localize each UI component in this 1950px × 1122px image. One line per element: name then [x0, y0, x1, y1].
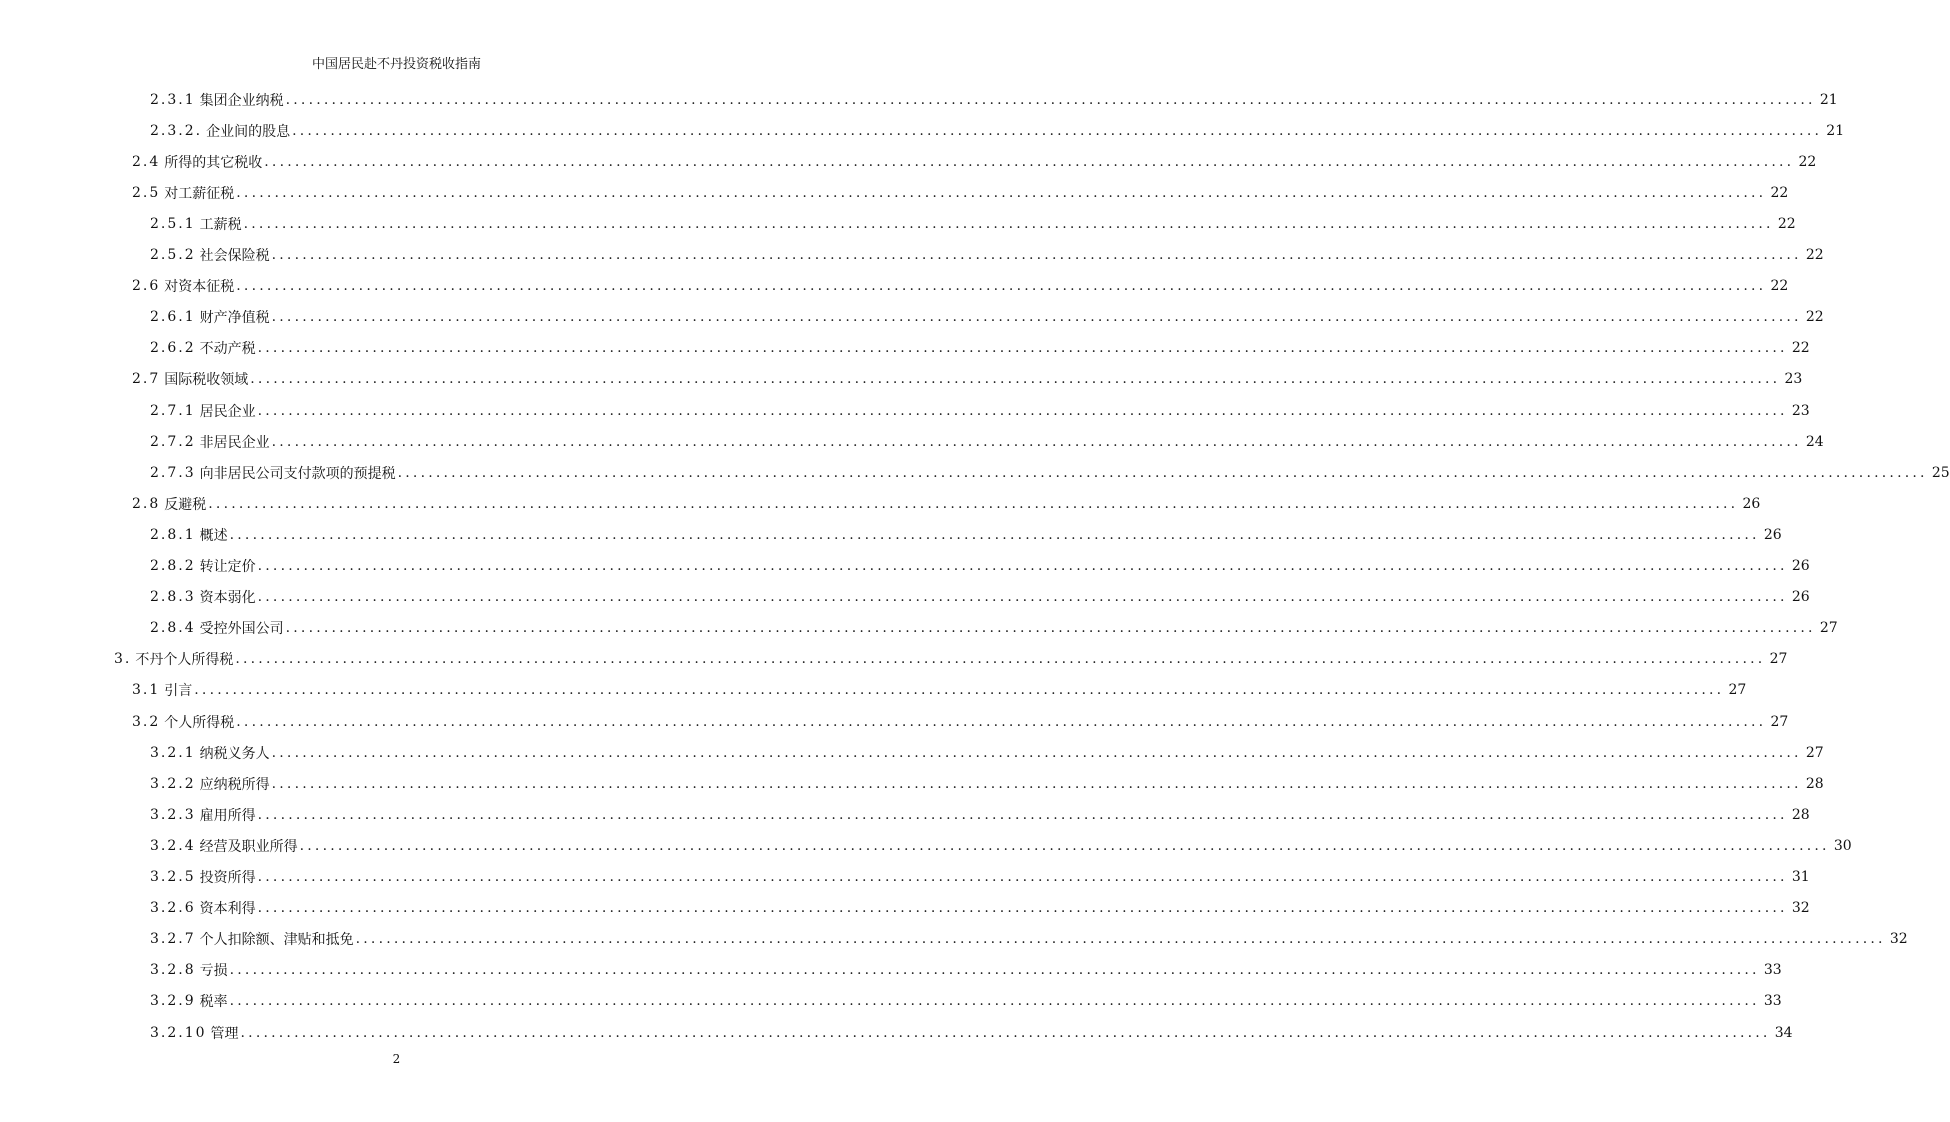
toc-entry-title: 亏损 [199, 963, 228, 980]
toc-entry-number: 2.7.3 [150, 464, 196, 481]
toc-entry-number: 2.6.2 [150, 340, 196, 357]
toc-entry[interactable] [150, 1017, 1793, 1048]
toc-entry[interactable] [150, 333, 1810, 364]
toc-entry-page: 22 [1770, 278, 1789, 295]
toc-entry[interactable] [150, 924, 1908, 955]
toc-dot-leader: ........................................................................................................................................................................................................ [271, 433, 1802, 450]
toc-dot-leader: ........................................................................................................................................................................................................ [194, 682, 1725, 699]
toc-entry[interactable] [150, 115, 1845, 146]
toc-dot-leader: ........................................................................................................................................................................................................ [397, 464, 1928, 481]
toc-entry-title: 转让定价 [199, 559, 256, 575]
toc-entry-number: 2.8.1 [150, 526, 196, 543]
toc-dot-leader: ........................................................................................................................................................................................................ [240, 1024, 1771, 1041]
toc-entry-page: 22 [1791, 340, 1810, 357]
toc-entry-number: 3.2.3 [150, 806, 196, 823]
toc-entry[interactable] [150, 208, 1796, 239]
toc-entry-title: 所得的其它税收 [164, 154, 263, 171]
toc-entry-page: 21 [1819, 91, 1838, 108]
toc-entry[interactable] [150, 551, 1810, 582]
toc-dot-leader: ........................................................................................................................................................................................................ [257, 900, 1788, 917]
toc-dot-leader: ........................................................................................................................................................................................................ [235, 651, 1766, 668]
toc-entry-page: 32 [1889, 931, 1908, 948]
toc-entry-number: 3.2 [132, 713, 161, 730]
toc-entry[interactable] [150, 613, 1838, 644]
toc-dot-leader: ........................................................................................................................................................................................................ [257, 402, 1788, 419]
toc-entry-title: 非居民企业 [199, 434, 270, 451]
toc-dot-leader: ........................................................................................................................................................................................................ [299, 837, 1830, 854]
toc-entry-page: 33 [1763, 993, 1782, 1010]
toc-entry[interactable] [150, 986, 1782, 1017]
toc-entry-title: 对资本征税 [164, 279, 235, 296]
toc-entry-page: 21 [1826, 122, 1845, 139]
toc-entry-page: 27 [1819, 620, 1838, 637]
toc-entry-title: 税率 [199, 994, 228, 1011]
toc-entry-title: 雇用所得 [199, 807, 256, 824]
toc-entry-title: 个人扣除额、津贴和抵免 [199, 932, 354, 949]
toc-entry-page: 27 [1770, 713, 1789, 730]
toc-entry-number: 3.2.6 [150, 900, 196, 917]
toc-entry-number: 2.5.1 [150, 215, 196, 232]
toc-entry-page: 26 [1791, 558, 1810, 574]
toc-entry-title: 个人所得税 [164, 714, 235, 731]
toc-entry-title: 国际税收领域 [164, 372, 249, 389]
toc-dot-leader: ........................................................................................................................................................................................................ [229, 993, 1760, 1010]
toc-entry[interactable] [114, 644, 1788, 675]
toc-entry-title: 资本弱化 [199, 590, 256, 607]
toc-entry[interactable] [150, 240, 1824, 271]
toc-entry-number: 3.1 [132, 682, 161, 699]
toc-entry-number: 2.4 [132, 153, 161, 170]
toc-entry-title: 投资所得 [199, 870, 256, 886]
toc-entry[interactable] [150, 582, 1810, 613]
toc-entry-number: 2.8.2 [150, 558, 196, 574]
toc-entry-title: 概述 [199, 527, 228, 544]
toc-entry-title: 企业间的股息 [206, 123, 291, 140]
toc-entry-page: 22 [1805, 309, 1824, 326]
toc-entry[interactable] [132, 675, 1747, 706]
toc-entry-number: 3.2.5 [150, 869, 196, 885]
toc-entry-title: 经营及职业所得 [199, 838, 298, 855]
toc-entry-title: 管理 [210, 1025, 239, 1042]
toc-entry-page: 30 [1833, 837, 1852, 854]
toc-entry-page: 27 [1805, 744, 1824, 761]
toc-entry[interactable] [132, 488, 1761, 519]
toc-entry[interactable] [132, 146, 1817, 177]
toc-entry[interactable] [150, 893, 1810, 924]
toc-entry-number: 3.2.7 [150, 931, 196, 948]
toc-entry[interactable] [150, 426, 1824, 457]
toc-dot-leader: ........................................................................................................................................................................................................ [264, 153, 1795, 170]
toc-entry-page: 33 [1763, 962, 1782, 979]
toc-dot-leader: ........................................................................................................................................................................................................ [355, 931, 1886, 948]
toc-entry-number: 3. [114, 651, 132, 668]
toc-entry-number: 3.2.10 [150, 1024, 207, 1041]
toc-entry-title: 社会保险税 [199, 248, 270, 264]
toc-dot-leader: ........................................................................................................................................................................................................ [271, 309, 1802, 326]
toc-entry[interactable] [132, 177, 1789, 208]
toc-entry[interactable] [150, 830, 1852, 861]
page-number: 2 [392, 1052, 401, 1066]
toc-entry-page: 22 [1770, 184, 1789, 201]
toc-entry-page: 22 [1805, 247, 1824, 263]
toc-entry-page: 22 [1777, 215, 1796, 232]
toc-entry[interactable] [132, 706, 1789, 737]
toc-entry-page: 31 [1791, 869, 1810, 885]
toc-entry-title: 反避税 [164, 496, 207, 513]
toc-entry-title: 对工薪征税 [164, 185, 235, 202]
toc-entry-page: 26 [1742, 495, 1761, 512]
toc-entry-page: 23 [1784, 371, 1803, 388]
toc-entry[interactable] [150, 395, 1810, 426]
toc-entry-number: 2.8.3 [150, 589, 196, 606]
toc-entry-page: 34 [1774, 1024, 1793, 1041]
toc-entry-number: 3.2.8 [150, 962, 196, 979]
toc-dot-leader: ........................................................................................................................................................................................................ [271, 247, 1802, 263]
toc-entry-title: 应纳税所得 [199, 776, 270, 793]
toc-entry-page: 27 [1769, 651, 1788, 668]
toc-dot-leader: ........................................................................................................................................................................................................ [285, 91, 1816, 108]
toc-dot-leader: ........................................................................................................................................................................................................ [257, 558, 1788, 574]
toc-entry-page: 27 [1728, 682, 1747, 699]
page-header: 中国居民赴不丹投资税收指南 [311, 57, 481, 72]
toc-entry-title: 向非居民公司支付款项的预提税 [199, 465, 396, 482]
toc-entry-title: 引言 [164, 683, 193, 700]
toc-dot-leader: ........................................................................................................................................................................................................ [243, 215, 1774, 232]
toc-entry-number: 2.6.1 [150, 309, 196, 326]
toc-entry[interactable] [150, 84, 1838, 115]
toc-entry-number: 2.7 [132, 371, 161, 388]
toc-entry-number: 2.6 [132, 278, 161, 295]
toc-entry-number: 2.3.1 [150, 91, 196, 108]
toc-dot-leader: ........................................................................................................................................................................................................ [292, 122, 1823, 139]
toc-entry-title: 受控外国公司 [199, 621, 284, 638]
toc-dot-leader: ........................................................................................................................................................................................................ [271, 775, 1802, 792]
toc-entry-page: 28 [1805, 775, 1824, 792]
toc-entry-number: 3.2.2 [150, 775, 196, 792]
toc-entry[interactable] [150, 862, 1810, 893]
toc-dot-leader: ........................................................................................................................................................................................................ [271, 744, 1802, 761]
toc-entry-title: 工薪税 [199, 216, 242, 233]
toc-entry-number: 2.7.1 [150, 402, 196, 419]
toc-dot-leader: ........................................................................................................................................................................................................ [229, 962, 1760, 979]
toc-entry-title: 不丹个人所得税 [135, 652, 234, 669]
toc-entry-page: 26 [1791, 589, 1810, 606]
toc-entry-number: 2.8 [132, 495, 161, 512]
toc-dot-leader: ........................................................................................................................................................................................................ [257, 869, 1788, 885]
toc-entry-number: 3.2.1 [150, 744, 196, 761]
toc-entry[interactable] [150, 457, 1950, 488]
toc-entry-page: 24 [1805, 433, 1824, 450]
toc-dot-leader: ........................................................................................................................................................................................................ [250, 371, 1781, 388]
toc-entry[interactable] [150, 799, 1810, 830]
toc-entry-page: 32 [1791, 900, 1810, 917]
toc-dot-leader: ........................................................................................................................................................................................................ [257, 806, 1788, 823]
toc-dot-leader: ........................................................................................................................................................................................................ [236, 713, 1767, 730]
toc-entry-title: 集团企业纳税 [199, 92, 284, 109]
toc-dot-leader: ........................................................................................................................................................................................................ [257, 589, 1788, 606]
toc-entry-page: 26 [1763, 526, 1782, 543]
toc-entry-number: 2.3.2. [150, 122, 203, 139]
toc-entry[interactable] [132, 271, 1789, 302]
toc-entry[interactable] [150, 768, 1824, 799]
toc-entry-page: 22 [1798, 153, 1817, 170]
toc-entry-number: 3.2.4 [150, 837, 196, 854]
toc-entry[interactable] [150, 519, 1782, 550]
toc-dot-leader: ........................................................................................................................................................................................................ [285, 620, 1816, 637]
toc-entry-number: 2.5.2 [150, 247, 196, 263]
toc-entry-page: 25 [1931, 464, 1950, 481]
toc-dot-leader: ........................................................................................................................................................................................................ [236, 184, 1767, 201]
toc-entry-number: 2.5 [132, 184, 161, 201]
toc-dot-leader: ........................................................................................................................................................................................................ [229, 526, 1760, 543]
toc-entry-title: 不动产税 [199, 341, 256, 358]
toc-entry-page: 23 [1791, 402, 1810, 419]
toc-dot-leader: ........................................................................................................................................................................................................ [236, 278, 1767, 295]
toc-entry[interactable] [150, 955, 1782, 986]
toc-entry-number: 2.7.2 [150, 433, 196, 450]
toc-entry[interactable] [150, 302, 1824, 333]
toc-dot-leader: ........................................................................................................................................................................................................ [257, 340, 1788, 357]
toc-entry-title: 资本利得 [199, 901, 256, 918]
toc-entry[interactable] [150, 737, 1824, 768]
toc-entry-page: 28 [1791, 806, 1810, 823]
toc-dot-leader: ........................................................................................................................................................................................................ [208, 495, 1739, 512]
toc-entry-number: 3.2.9 [150, 993, 196, 1010]
toc-entry-number: 2.8.4 [150, 620, 196, 637]
toc-entry-title: 纳税义务人 [199, 745, 270, 762]
toc-entry-title: 财产净值税 [199, 310, 270, 327]
toc-entry-title: 居民企业 [199, 403, 256, 420]
toc-entry[interactable] [132, 364, 1803, 395]
